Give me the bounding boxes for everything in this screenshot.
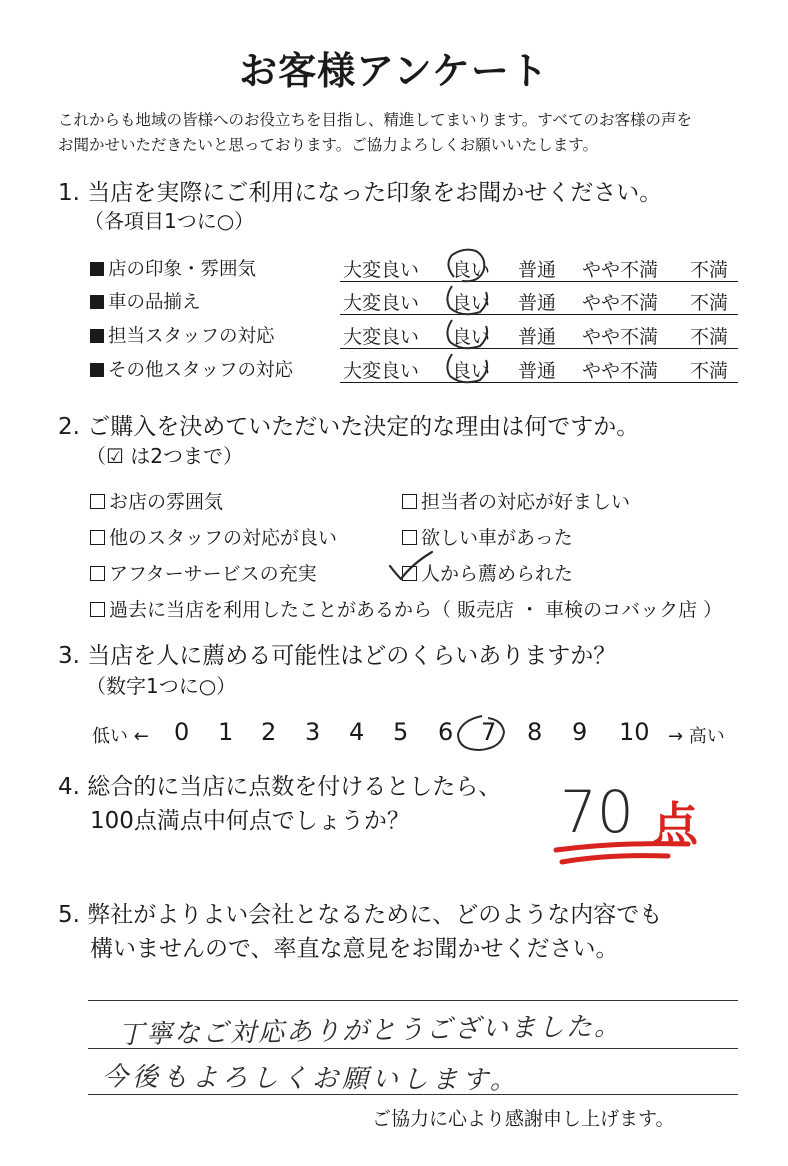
scale-number[interactable]: 2 bbox=[261, 718, 277, 746]
scale-number[interactable]: 3 bbox=[305, 718, 321, 746]
rating-option[interactable]: 良い bbox=[452, 259, 491, 281]
checkbox-icon bbox=[402, 494, 417, 509]
bullet-square-icon bbox=[90, 363, 104, 377]
red-underline-mark bbox=[548, 836, 698, 870]
rating-row-label: 店の印象・雰囲気 bbox=[90, 255, 256, 281]
checkbox-item[interactable]: 過去に当店を利用したことがあるから（ 販売店 ・ 車検のコバック店 ） bbox=[90, 595, 722, 622]
scale-number[interactable]: 10 bbox=[619, 718, 650, 746]
checkbox-icon bbox=[402, 530, 417, 545]
rating-option[interactable]: 大変良い bbox=[343, 326, 420, 348]
scale-number[interactable]: 9 bbox=[572, 718, 588, 746]
scale-number[interactable]: 7 bbox=[481, 718, 497, 746]
rating-option[interactable]: 不満 bbox=[690, 326, 729, 348]
scale-low-label: 低い ← bbox=[92, 726, 149, 747]
rating-option[interactable]: やや不満 bbox=[582, 259, 659, 281]
rating-row-underline bbox=[340, 281, 738, 282]
rating-option[interactable]: 良い bbox=[452, 292, 491, 314]
checkbox-icon bbox=[90, 566, 105, 581]
checkbox-icon bbox=[90, 530, 105, 545]
rating-option[interactable]: 普通 bbox=[518, 259, 557, 281]
rating-row-underline bbox=[340, 314, 738, 315]
rating-option[interactable]: 良い bbox=[452, 360, 491, 382]
rating-option[interactable]: やや不満 bbox=[582, 360, 659, 382]
rating-option[interactable]: 不満 bbox=[690, 259, 729, 281]
rating-option[interactable]: やや不満 bbox=[582, 326, 659, 348]
scale-number[interactable]: 4 bbox=[349, 718, 365, 746]
rating-row-underline bbox=[340, 382, 738, 383]
q4-question-line-1: 4. 総合的に当店に点数を付けるとしたら、 bbox=[58, 774, 502, 800]
rating-option[interactable]: 普通 bbox=[518, 292, 557, 314]
score-number: 70 bbox=[560, 778, 634, 846]
q4-question-line-2: 100点満点中何点でしょうか？ bbox=[90, 808, 410, 834]
scale-high-label: → 高い bbox=[668, 726, 725, 747]
q3-question: 3. 当店を人に薦める可能性はどのくらいありますか？ bbox=[58, 643, 617, 669]
rating-option[interactable]: 普通 bbox=[518, 326, 557, 348]
rating-row-label: 車の品揃え bbox=[90, 288, 201, 314]
checkbox-icon bbox=[90, 602, 105, 617]
closing-message: ご協力に心より感謝申し上げます。 bbox=[372, 1108, 675, 1130]
checkbox-item-checked[interactable]: 人から薦められた bbox=[402, 559, 573, 586]
checkbox-item[interactable]: 欲しい車があった bbox=[402, 523, 573, 550]
rating-row-label: 担当スタッフの対応 bbox=[90, 322, 275, 348]
rating-option[interactable]: 大変良い bbox=[343, 292, 420, 314]
q3-note: （数字1つに○） bbox=[86, 674, 237, 698]
score-unit: 点 bbox=[652, 797, 698, 851]
scale-number[interactable]: 8 bbox=[527, 718, 543, 746]
q2-question: 2. ご購入を決めていただいた決定的な理由は何ですか。 bbox=[58, 414, 640, 440]
rating-row-label: その他スタッフの対応 bbox=[90, 356, 293, 382]
bullet-square-icon bbox=[90, 295, 104, 309]
survey-title: お客様アンケート bbox=[239, 49, 549, 93]
rating-option[interactable]: 不満 bbox=[690, 360, 729, 382]
q2-note: （☑ は2つまで） bbox=[86, 444, 244, 468]
rating-option[interactable]: 不満 bbox=[690, 292, 729, 314]
scale-number[interactable]: 5 bbox=[393, 718, 409, 746]
q1-note: （各項目1つに○） bbox=[84, 209, 255, 233]
rating-option[interactable]: 良い bbox=[452, 326, 491, 348]
checkbox-icon bbox=[90, 494, 105, 509]
intro-line-2: お聞かせいただきたいと思っております。ご協力よろしくお願いいたします。 bbox=[58, 136, 599, 154]
intro-line-1: これからも地域の皆様へのお役立ちを目指し、精進してまいります。すべてのお客様の声を bbox=[58, 111, 692, 129]
checkbox-item[interactable]: アフターサービスの充実 bbox=[90, 559, 317, 586]
handwritten-checkmark bbox=[386, 548, 436, 584]
handwritten-comment-1: 丁寧なご対応ありがとうございました。 bbox=[117, 1011, 623, 1051]
rating-option[interactable]: 普通 bbox=[518, 360, 557, 382]
scale-number[interactable]: 6 bbox=[438, 718, 454, 746]
handwritten-selection-circle bbox=[440, 348, 500, 388]
scale-number[interactable]: 0 bbox=[174, 718, 190, 746]
rating-option[interactable]: やや不満 bbox=[582, 292, 659, 314]
bullet-square-icon bbox=[90, 329, 104, 343]
rating-option[interactable]: 大変良い bbox=[343, 259, 420, 281]
comment-line-1 bbox=[88, 1000, 738, 1001]
rating-option[interactable]: 大変良い bbox=[343, 360, 420, 382]
q5-question-line-2: 構いませんので、率直な意見をお聞かせください。 bbox=[90, 936, 619, 962]
scale-number[interactable]: 1 bbox=[218, 718, 234, 746]
rating-row-underline bbox=[340, 348, 738, 349]
checkbox-item[interactable]: 他のスタッフの対応が良い bbox=[90, 523, 337, 550]
checkbox-item[interactable]: 担当者の対応が好ましい bbox=[402, 487, 630, 514]
q5-question-line-1: 5. 弊社がよりよい会社となるために、どのような内容でも bbox=[58, 902, 663, 928]
checkbox-item[interactable]: お店の雰囲気 bbox=[90, 487, 223, 514]
handwritten-circle bbox=[452, 712, 508, 756]
handwritten-comment-2: 今後もよろしくお願いします。 bbox=[101, 1062, 521, 1096]
q1-question: 1. 当店を実際にご利用になった印象をお聞かせください。 bbox=[58, 180, 663, 206]
bullet-square-icon bbox=[90, 262, 104, 276]
